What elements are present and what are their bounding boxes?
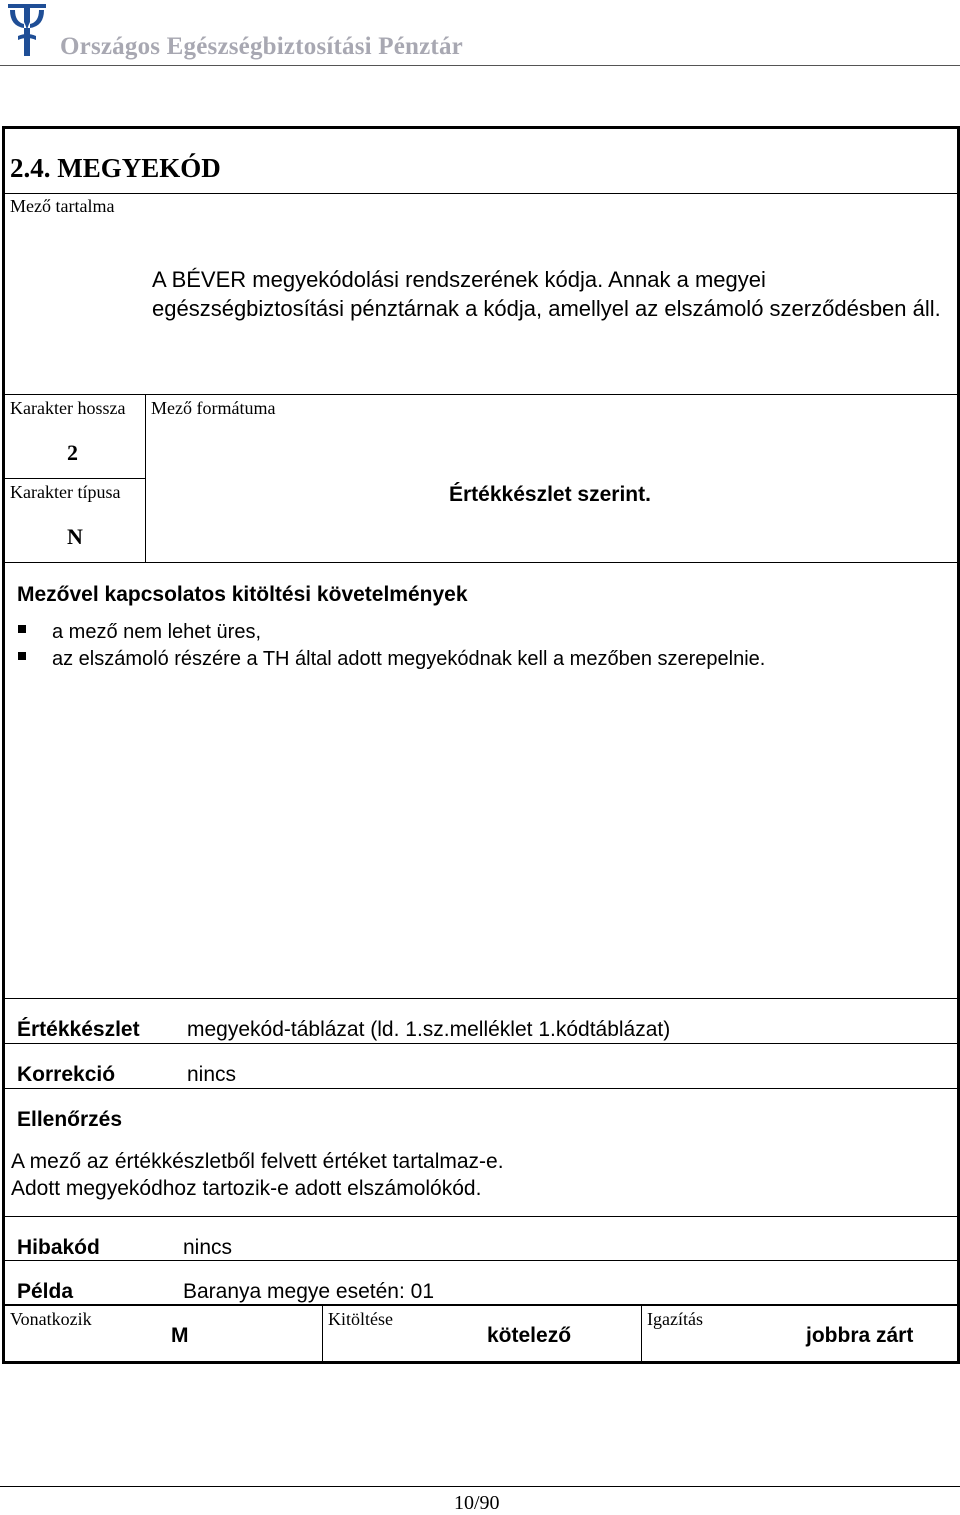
length-label: Karakter hossza [10,398,126,418]
divider [5,1304,957,1306]
align-value: jobbra zárt [806,1324,914,1347]
header-divider [0,65,960,66]
length-value: 2 [67,440,78,465]
correction-value: nincs [187,1063,237,1086]
requirements-title: Mezővel kapcsolatos kitöltési követelmények [17,583,468,606]
divider [5,478,145,479]
oep-logo-icon [6,2,48,58]
section-title: 2.4. MEGYEKÓD [10,153,221,183]
page-number: 10/90 [454,1492,500,1514]
divider [5,1088,957,1089]
error-code-label: Hibakód [17,1236,100,1259]
correction-label: Korrekció [17,1063,116,1086]
organization-name: Országos Egészségbiztosítási Pénztár [60,33,463,60]
fill-label: Kitöltése [328,1309,393,1329]
applies-label: Vonatkozik [10,1309,92,1329]
bullet-icon [18,625,26,633]
content-text: A BÉVER megyekódolási rendszerének kódja. Annak a megyei egészségbiztosítási pénztárnak a kódja, amellyel az elszámoló szerződésben áll. [152,267,941,321]
fill-value: kötelező [487,1324,572,1347]
field-spec-table [2,126,960,1364]
align-label: Igazítás [647,1309,703,1329]
divider [5,1216,957,1217]
format-value: Értékkészlet szerint. [449,483,651,506]
content-label: Mező tartalma [10,196,115,216]
type-label: Karakter típusa [10,482,121,502]
value-set-value: megyekód-táblázat (ld. 1.sz.melléklet 1.kódtáblázat) [187,1018,671,1041]
divider [5,1043,957,1044]
requirement-item: az elszámoló részére a TH által adott megyekódnak kell a mezőben szerepelnie. [52,648,766,670]
check-line: A mező az értékkészletből felvett értéket tartalmaz-e. [11,1150,504,1173]
divider [322,1305,323,1361]
example-value: Baranya megye esetén: 01 [183,1280,434,1303]
divider [5,998,957,999]
applies-value: M [171,1324,189,1347]
example-label: Példa [17,1280,74,1303]
bullet-icon [18,652,26,660]
divider [641,1305,642,1361]
divider [5,193,957,194]
check-label: Ellenőrzés [17,1108,123,1131]
error-code-value: nincs [183,1236,233,1259]
value-set-label: Értékkészlet [17,1018,140,1041]
format-label: Mező formátuma [151,398,276,418]
divider [5,562,957,563]
divider [5,1260,957,1261]
requirement-item: a mező nem lehet üres, [52,621,261,643]
divider [5,394,957,395]
footer-divider [0,1486,960,1487]
type-value: N [67,524,83,549]
divider [145,394,146,562]
check-line: Adott megyekódhoz tartozik-e adott elszámolókód. [11,1177,482,1200]
